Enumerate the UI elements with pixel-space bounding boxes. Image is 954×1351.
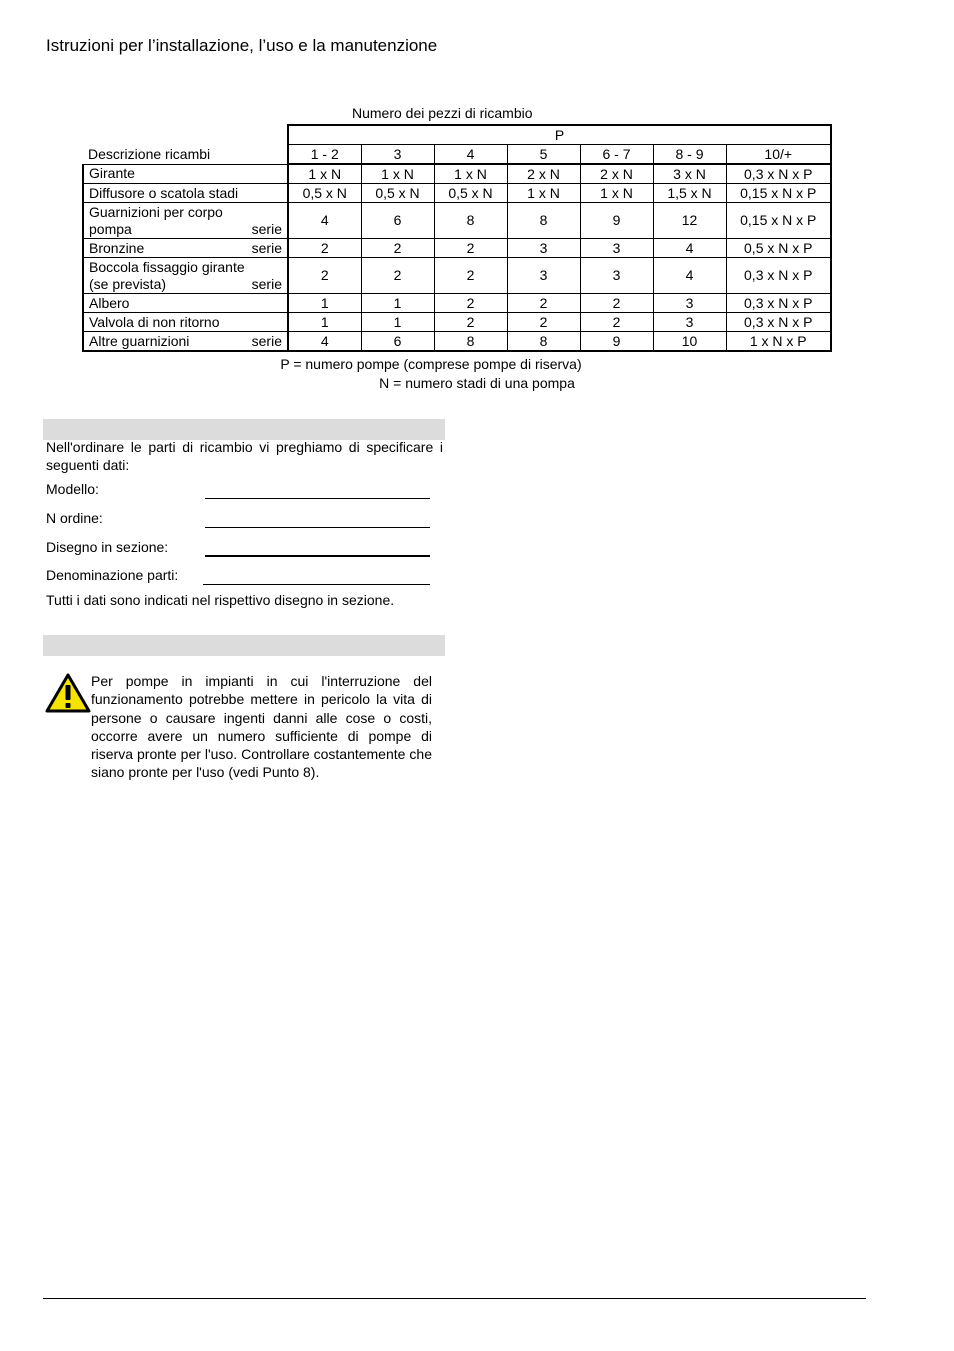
table-cell: 0,5 x N xyxy=(434,184,507,203)
table-cell: 3 xyxy=(580,258,653,294)
table-cell: 2 x N xyxy=(507,164,580,184)
field-line-n-ordine xyxy=(205,527,430,528)
row-label-line1: Guarnizioni per corpo xyxy=(89,203,223,220)
table-cell: 8 xyxy=(434,203,507,239)
table-cell: 3 xyxy=(507,258,580,294)
table-cell: 1 xyxy=(361,294,434,313)
table-cell: 0,5 x N xyxy=(288,184,361,203)
table-cell: 1 x N xyxy=(580,184,653,203)
column-header: 4 xyxy=(434,145,507,165)
table-cell: 1 xyxy=(288,313,361,332)
row-label xyxy=(83,332,288,352)
warning-text: Per pompe in impianti in cui l'interruzione del funzionamento potrebbe mettere in pericolo la vita di persone o causare ingenti danni alle cose o costi, occorre avere un numero sufficiente di pompe di riserva pronte per l'uso. Controllare costantemente che siano pronte per l'uso (vedi Punto 8). xyxy=(91,673,432,781)
column-header: 1 - 2 xyxy=(288,145,361,165)
row-label-suffix: serie xyxy=(251,239,282,256)
table-cell: 0,15 x N x P xyxy=(726,203,831,239)
row-label-line2: (se prevista) xyxy=(89,275,167,292)
column-header: 8 - 9 xyxy=(653,145,726,165)
table-cell: 2 xyxy=(580,313,653,332)
table-cell: 3 xyxy=(653,313,726,332)
row-label-line1: Boccola fissaggio girante xyxy=(89,258,245,275)
table-caption: Numero dei pezzi di ricambio xyxy=(352,105,533,121)
table-cell: 2 xyxy=(288,239,361,258)
order-intro: Nell'ordinare le parti di ricambio vi preghiamo di specificare i seguenti dati: xyxy=(46,439,443,473)
table-cell: 4 xyxy=(653,258,726,294)
table-cell: 0,3 x N x P xyxy=(726,258,831,294)
column-header: 6 - 7 xyxy=(580,145,653,165)
table-cell: 0,3 x N x P xyxy=(726,164,831,184)
row-label-suffix: serie xyxy=(251,332,282,349)
table-cell: 0,5 x N x P xyxy=(726,239,831,258)
row-label: Valvola di non ritorno xyxy=(83,313,288,332)
table-cell: 1 xyxy=(361,313,434,332)
row-label xyxy=(83,203,288,239)
note-p-definition: P = numero pompe (comprese pompe di riserva) xyxy=(280,356,582,372)
table-cell: 1 x N xyxy=(434,164,507,184)
table-group-header-row xyxy=(83,125,831,145)
table-cell: 0,3 x N x P xyxy=(726,313,831,332)
table-cell: 2 x N xyxy=(580,164,653,184)
table-cell: 1 x N x P xyxy=(726,332,831,352)
table-row xyxy=(83,313,831,332)
field-label-disegno: Disegno in sezione: xyxy=(46,539,169,555)
table-cell: 1 x N xyxy=(507,184,580,203)
row-label xyxy=(83,258,288,294)
row-label-line2: pompa xyxy=(89,220,132,237)
table-cell: 6 xyxy=(361,332,434,352)
table-cell: 8 xyxy=(507,203,580,239)
note-n-definition: N = numero stadi di una pompa xyxy=(379,375,575,391)
table-cell: 0,5 x N xyxy=(361,184,434,203)
table-cell: 4 xyxy=(288,203,361,239)
table-cell: 3 x N xyxy=(653,164,726,184)
field-line-denominazione xyxy=(203,584,430,585)
pumps-group-header: P xyxy=(288,125,831,145)
footer-divider xyxy=(43,1298,866,1299)
column-header: 3 xyxy=(361,145,434,165)
field-label-n-ordine: N ordine: xyxy=(46,510,103,526)
spare-parts-table xyxy=(82,124,832,352)
table-cell: 2 xyxy=(288,258,361,294)
table-cell: 2 xyxy=(361,239,434,258)
table-cell: 0,3 x N x P xyxy=(726,294,831,313)
table-cell: 10 xyxy=(653,332,726,352)
table-cell: 2 xyxy=(434,294,507,313)
field-line-modello xyxy=(205,498,430,499)
table-row xyxy=(83,332,831,352)
table-cell: 2 xyxy=(507,313,580,332)
table-cell: 2 xyxy=(361,258,434,294)
section-heading-band xyxy=(43,419,445,440)
table-cell: 4 xyxy=(288,332,361,352)
table-row xyxy=(83,258,831,294)
table-column-header-row xyxy=(83,145,831,165)
row-label: Girante xyxy=(83,164,288,184)
field-line-disegno xyxy=(205,555,430,557)
table-row xyxy=(83,239,831,258)
table-row xyxy=(83,203,831,239)
table-cell: 1 x N xyxy=(361,164,434,184)
row-label-suffix: serie xyxy=(251,275,282,292)
row-label-text: Bronzine xyxy=(89,239,145,256)
table-cell: 3 xyxy=(507,239,580,258)
row-label-suffix: serie xyxy=(251,220,282,237)
table-cell: 9 xyxy=(580,203,653,239)
row-label: Diffusore o scatola stadi xyxy=(83,184,288,203)
table-cell: 2 xyxy=(580,294,653,313)
table-row xyxy=(83,184,831,203)
description-header: Descrizione ricambi xyxy=(88,145,211,162)
table-cell: 4 xyxy=(653,239,726,258)
table-row xyxy=(83,294,831,313)
table-cell: 2 xyxy=(507,294,580,313)
table-row xyxy=(83,164,831,184)
warning-triangle-icon xyxy=(45,673,91,713)
column-header: 5 xyxy=(507,145,580,165)
table-cell: 8 xyxy=(434,332,507,352)
field-label-modello: Modello: xyxy=(46,481,99,497)
table-cell: 3 xyxy=(653,294,726,313)
table-cell: 8 xyxy=(507,332,580,352)
table-cell: 9 xyxy=(580,332,653,352)
section-heading-band xyxy=(43,635,445,656)
table-cell: 2 xyxy=(434,258,507,294)
row-label xyxy=(83,239,288,258)
table-cell: 2 xyxy=(434,239,507,258)
table-cell: 6 xyxy=(361,203,434,239)
order-footer-note: Tutti i dati sono indicati nel rispettivo disegno in sezione. xyxy=(46,592,395,608)
table-cell: 1,5 x N xyxy=(653,184,726,203)
page-title: Istruzioni per l’installazione, l’uso e la manutenzione xyxy=(46,36,438,55)
table-cell: 0,15 x N x P xyxy=(726,184,831,203)
table-cell: 1 x N xyxy=(288,164,361,184)
row-label-text: Altre guarnizioni xyxy=(89,332,190,349)
table-cell: 1 xyxy=(288,294,361,313)
column-header: 10/+ xyxy=(726,145,831,165)
row-label: Albero xyxy=(83,294,288,313)
table-cell: 12 xyxy=(653,203,726,239)
field-label-denominazione: Denominazione parti: xyxy=(46,567,179,583)
table-cell: 2 xyxy=(434,313,507,332)
table-cell: 3 xyxy=(580,239,653,258)
